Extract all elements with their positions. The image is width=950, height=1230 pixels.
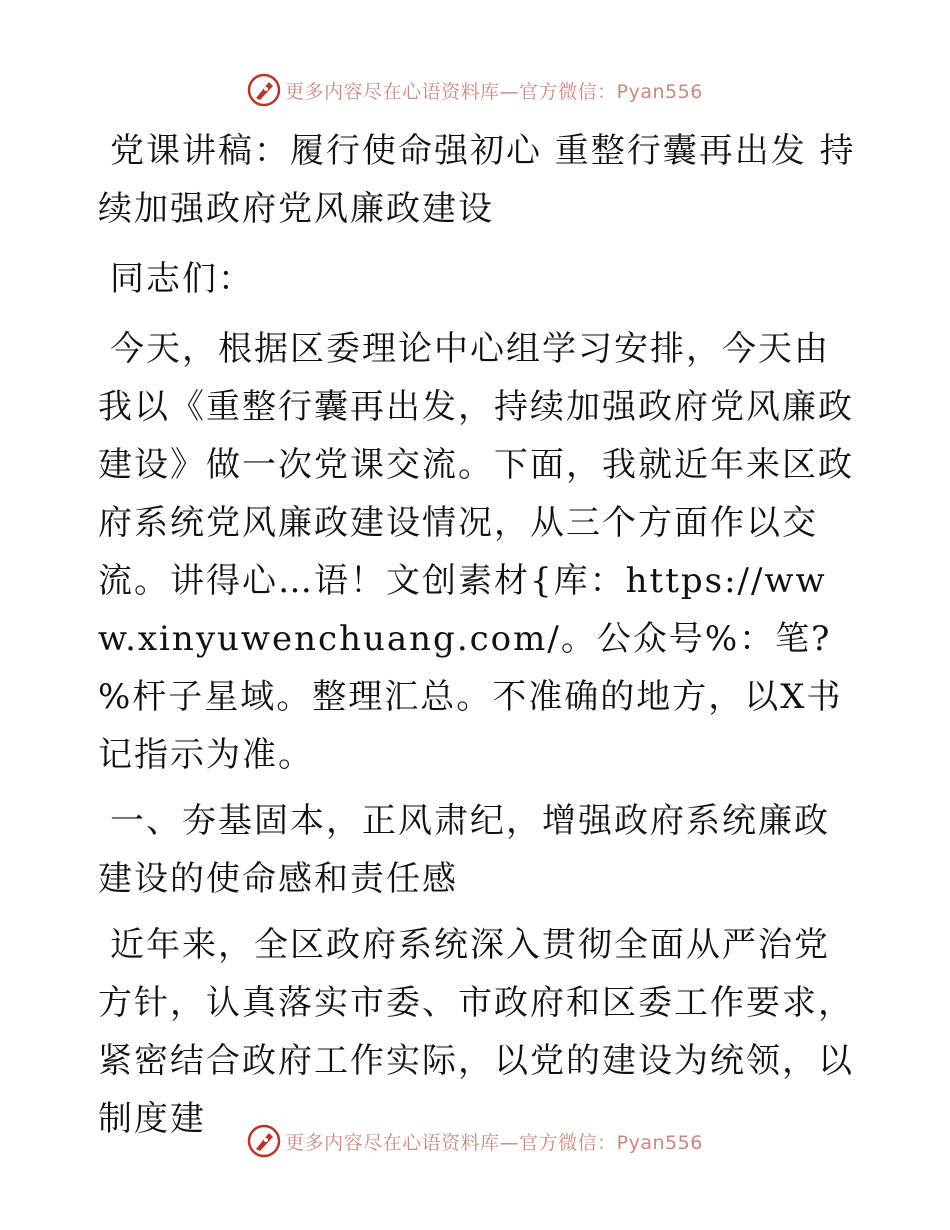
- footer-watermark: [0, 1121, 950, 1161]
- document-body: [98, 122, 858, 1156]
- paragraph-section-1: 近年来，全区政府系统深入贯彻全面从严治党方针，认真落实市委、市政府和区委工作要求，紧密结合政府工作实际，以党的建设为统领，以制度建: [98, 925, 854, 1139]
- greeting: 同志们：: [110, 259, 254, 299]
- pen-nib-icon: [247, 1124, 281, 1158]
- watermark-text: 更多内容尽在心语资料库—官方微信：Pyan556: [285, 80, 703, 103]
- watermark-text: 更多内容尽在心语资料库—官方微信：Pyan556: [285, 1131, 703, 1154]
- section-heading-1: 一、夯基固本，正风肃纪，增强政府系统廉政建设的使命感和责任感: [98, 801, 830, 899]
- pen-nib-icon: [247, 73, 281, 107]
- header-watermark: [0, 70, 950, 110]
- paragraph-intro: 今天，根据区委理论中心组学习安排，今天由我以《重整行囊再出发，持续加强政府党风廉政建设》做一次党课交流。下面，我就近年来区政府系统党风廉政建设情况，从三个方面作以交流。讲得心…语！文创素材{库：https://www.xinyuwenchuang.com/。公众号%：笔?%杆子星域。整理汇总。不准确的地方，以X书记指示为准。: [98, 329, 854, 775]
- document-title: 党课讲稿：履行使命强初心 重整行囊再出发 持续加强政府党风廉政建设: [98, 131, 856, 229]
